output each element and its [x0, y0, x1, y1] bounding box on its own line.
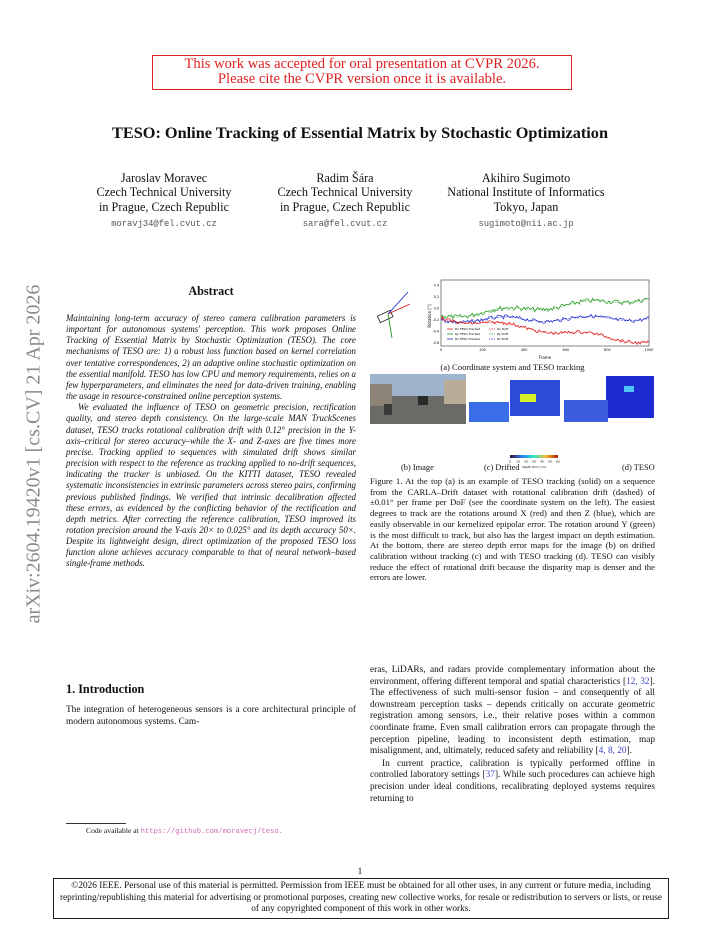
subfigure-b-label: (b) Image — [401, 463, 434, 472]
footnote-rule — [66, 823, 126, 824]
y-axis-label: Rotation [°] — [427, 304, 432, 328]
x-axis-arrow — [388, 304, 410, 314]
x-tick-label: 200 — [479, 348, 486, 352]
text-run: In current practice, calibration is typically performed offline in controlled laboratory settings [ — [370, 758, 655, 781]
author-affiliation: in Prague, Czech Republic — [99, 199, 229, 214]
y-tick-label: 0.0 — [433, 306, 439, 311]
acceptance-notice — [152, 55, 572, 90]
y-tick-labels — [432, 283, 439, 345]
section-heading-introduction: 1. Introduction — [66, 682, 145, 696]
introduction-continued — [370, 665, 655, 805]
depth-map-region — [606, 376, 654, 418]
x-tick-label: 400 — [520, 348, 528, 352]
x-tick-label: 0 — [439, 348, 443, 352]
author-block-3 — [426, 171, 626, 232]
colorbar-gradient — [510, 455, 558, 458]
citation-link[interactable]: 12, 32 — [626, 676, 650, 687]
legend-entry: Rx TESO Tracked — [455, 327, 481, 332]
legend-entry: Rz Drift — [497, 337, 509, 342]
image-building — [370, 384, 392, 406]
abstract-paragraph-1: Maintaining long-term accuracy of stereo camera calibration parameters is important for autonomous systems' perception. This work proposes Online Tracking of Essential Matrix by Stochastic Optimization (TESO). The core mechanisms of TESO are: 1) a robust loss function based on kernel correlation over tentative correspondences, 2) an adaptive online stochastic optimization on the essential manifold. TESO has low CPU and memory requirements, relies on a few hyperparameters, and eliminates the need for data-driven training, enabling the usage in resource-constrained online perception systems. — [66, 313, 356, 402]
camera-rig-shape — [377, 310, 393, 322]
arxiv-sidebar — [20, 264, 48, 644]
subfigure-d-label: (d) TESO — [622, 463, 655, 472]
notice-line-1: This work was accepted for oral presentation at CVPR 2026. — [184, 56, 540, 72]
author-affiliation: in Prague, Czech Republic — [280, 199, 410, 214]
subfigure-a-label: (a) Coordinate system and TESO tracking — [440, 362, 585, 372]
legend-entry: Rz TESO Tracked — [455, 337, 481, 342]
colorbar-tick-label: 20 — [524, 459, 528, 464]
z-axis-arrow — [388, 292, 408, 314]
street-image — [370, 374, 466, 424]
legend-entry: Rx Drift — [497, 327, 509, 332]
legend-entry: Ry TESO Tracked — [455, 332, 481, 337]
body-paragraph — [370, 665, 655, 758]
author-block-1 — [64, 171, 264, 232]
plot-legend — [447, 327, 509, 341]
author-name: Radim Šára — [316, 171, 374, 185]
code-link[interactable]: https://github.com/moravecj/teso. — [140, 828, 283, 836]
author-name: Jaroslav Moravec — [120, 171, 208, 185]
author-name: Akihiro Sugimoto — [481, 171, 571, 185]
depth-map-region — [564, 400, 608, 422]
y-tick-label: -0.4 — [432, 329, 439, 334]
author-affiliation: Czech Technical University — [96, 185, 232, 200]
abstract-section — [66, 284, 356, 570]
colorbar-tick-label: 40 — [540, 459, 544, 464]
subfigure-c-label: (c) Drifted — [484, 463, 520, 472]
x-axis-label: Frame — [538, 355, 552, 360]
copyright-notice: ©2026 IEEE. Personal use of this material is permitted. Permission from IEEE must be obtained for all other uses, in any current or future media, including reprinting/republishing this material for advertising or promotional purposes, creating new collective works, for resale or redistribution to servers or lists, or reuse of any copyrighted component of this work in other works. — [53, 878, 669, 919]
figure-caption: Figure 1. At the top (a) is an example of TESO tracking (solid) on a sequence from the CARLA–Drift dataset with rotational calibration drift (dashed) of ±0.01° per frame per DoF (see the coordinate system on the left). The easiest degrees to track are the rotations around X (red) and then Z (blue), which are easily observable in our kernelized epipolar error. The rotation around Y (green) is the most difficult to track, but also has the largest impact on depth estimation. At the bottom, there are stereo depth error maps for the image (b) on drifted calibration without tracking (c) and with TESO tracking (d). TESO can visibly reduce the effect of rotational drift because the disparity map is denser and the errors are lower. — [370, 476, 655, 583]
abstract-heading: Abstract — [188, 284, 234, 298]
author-email[interactable]: sara@fel.cvut.cz — [302, 219, 388, 230]
notice-line-2: Please cite the CVPR version once it is available. — [217, 71, 507, 87]
figure-1 — [370, 276, 655, 446]
y-tick-label: 0.2 — [433, 294, 439, 299]
x-tick-label: 800 — [604, 348, 611, 352]
abstract-paragraph-2: We evaluated the influence of TESO on geometric precision, rectification quality, and stereo depth consistency. On the large-scale MAN TruckScenes dataset, TESO tracks rotational calibration drift with 0.12° precision in the Y-axis–critical for stereo accuracy–while the X- and Z-axes are five times more precise. Tracking applied to sequences with simulated drift shows similar precision with respect to the reference as tracking applied to no-drift sequences, indicating the tracker is unbiased. On the KITTI dataset, TESO revealed systematic inconsistencies in extrinsic parameters across stereo pairs, confirming previous published findings. We verified that intrinsic decalibration affected these errors, as evidenced by the conflicting behavior of the rectification and depth metrics. After correcting the reference calibration, TESO improved its rotation precision around the Y-axis 20× to 0.025° and its depth accuracy 50×. Despite its lightweight design, direct optimization of the proposed TESO loss function alone achieves accuracy comparable to that of neural network–based single-frame methods. — [66, 402, 356, 569]
colorbar-tick-label: 60 — [556, 459, 560, 464]
colorbar-tick-label: 0 — [509, 459, 511, 464]
text-run: ]. The effectiveness of such multi-sensor fusion – and consequently of all downstream perception tasks – depends critically on accurate geometric registration among sensors, i.e., their relative poses within a common coordinate frame. Even small calibration errors can propagate through the perception pipeline, leading to inconsistent depth estimation, map misalignment, and, ultimately, reduced safety and reliability [ — [370, 676, 655, 757]
y-tick-label: -0.6 — [432, 340, 439, 345]
image-car — [418, 396, 428, 405]
abstract-body — [66, 313, 356, 570]
x-tick-labels — [440, 348, 653, 352]
footnote — [86, 826, 283, 836]
author-affiliation: National Institute of Informatics — [447, 185, 605, 200]
depth-error-map-drifted — [467, 374, 561, 424]
paper-title: TESO: Online Tracking of Essential Matrix by Stochastic Optimization — [112, 123, 608, 142]
citation-link[interactable]: 37 — [485, 770, 495, 781]
depth-map-error-patch — [520, 394, 536, 402]
author-affiliation: Tokyo, Japan — [493, 199, 559, 214]
author-affiliation: Czech Technical University — [277, 185, 413, 200]
image-cyclist — [384, 404, 392, 415]
colorbar-tick-label: 10 — [516, 459, 520, 464]
colorbar-tick-label: 50 — [548, 459, 552, 464]
text-run: ]. While such procedures can achieve high precision under ideal conditions, recalibrating deployed systems requires returning to — [370, 770, 656, 804]
y-tick-label: 0.4 — [433, 283, 439, 288]
legend-entry: Ry Drift — [497, 332, 509, 337]
introduction-text: The integration of heterogeneous sensors is a core architectural principle of modern autonomous systems. Cam- — [66, 705, 356, 727]
footnote-prefix: Code available at — [86, 826, 141, 835]
colorbar-label: Depth Error [m] — [522, 465, 546, 469]
depth-map-error-patch — [624, 386, 634, 392]
author-block-2 — [245, 171, 445, 232]
coordinate-system-diagram — [377, 292, 410, 338]
citation-link[interactable]: 4, 8, 20 — [598, 746, 627, 757]
text-run: ]. — [626, 746, 632, 757]
y-tick-label: -0.2 — [432, 317, 439, 322]
body-paragraph — [370, 759, 655, 805]
author-email[interactable]: moravj34@fel.cvut.cz — [111, 219, 217, 230]
colorbar-tick-label: 30 — [532, 459, 536, 464]
arxiv-identifier[interactable]: arXiv:2604.19420v1 [cs.CV] 21 Apr 2026 — [22, 284, 45, 624]
page-number: 1 — [357, 867, 363, 877]
x-tick-label: 600 — [562, 348, 570, 352]
text-run: eras, LiDARs, and radars provide complementary information about the environment, offering different temporal and spatial characteristics [ — [370, 665, 655, 687]
depth-map-region — [469, 402, 509, 422]
depth-error-map-teso — [562, 374, 655, 424]
image-building — [444, 380, 466, 404]
author-email[interactable]: sugimoto@nii.ac.jp — [478, 219, 574, 230]
x-tick-label: 1000 — [644, 348, 654, 352]
